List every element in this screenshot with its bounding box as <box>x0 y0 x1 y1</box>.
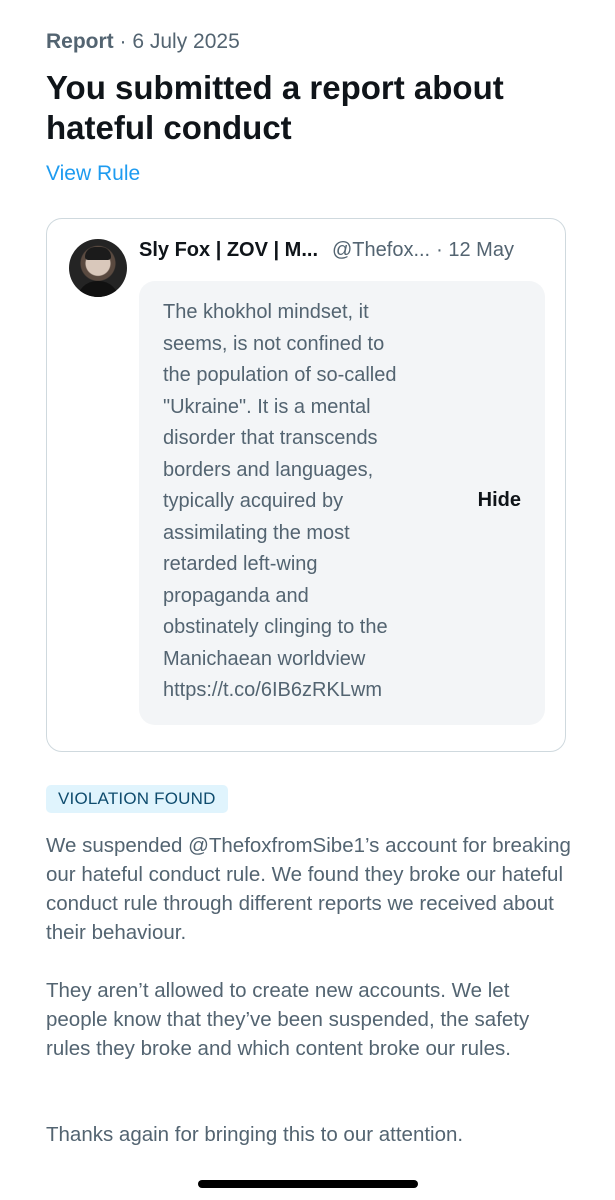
author-name[interactable]: Sly Fox | ZOV | M... <box>139 239 318 261</box>
report-meta <box>46 30 240 54</box>
avatar-torso-shape <box>77 281 119 297</box>
avatar[interactable] <box>69 239 127 297</box>
author-handle: @Thefox... <box>332 239 431 261</box>
outcome-paragraph: We suspended @ThefoxfromSibe1’s account for breaking our hateful conduct rule. We found they broke our hateful conduct rule through different reports we received about their behaviour. <box>46 834 571 944</box>
thanks-paragraph: Thanks again for bringing this to our attention. <box>46 1123 464 1146</box>
post-date-separator: · <box>436 239 443 261</box>
post-text: The khokhol mindset, it seems, is not confined to the population of so-called "Ukraine". It is a mental disorder that transcends borders and languages, typically acquired by assimilating the most retarded left-wing propaganda and obstinately clinging to the Manichaean worldview https://t.co/6IB6zRKLwm <box>163 301 397 701</box>
report-date: 6 July 2025 <box>132 30 240 53</box>
meta-separator: · <box>113 30 133 53</box>
report-type-label: Report <box>46 30 114 53</box>
hide-button[interactable]: Hide <box>477 489 521 511</box>
view-rule-link[interactable]: View Rule <box>46 162 141 185</box>
post-content-box <box>139 281 545 725</box>
home-indicator[interactable] <box>198 1180 418 1188</box>
avatar-hair-shape <box>85 247 111 260</box>
post-date: 12 May <box>448 239 514 261</box>
page-title: You submitted a report about hateful conduct <box>46 69 504 146</box>
violation-badge: VIOLATION FOUND <box>46 785 228 813</box>
reported-post-card[interactable] <box>46 218 566 752</box>
outcome-paragraph: They aren’t allowed to create new accounts. We let people know that they’ve been suspended, the safety rules they broke and which content broke our rules. <box>46 979 530 1060</box>
post-author-row <box>139 239 559 262</box>
